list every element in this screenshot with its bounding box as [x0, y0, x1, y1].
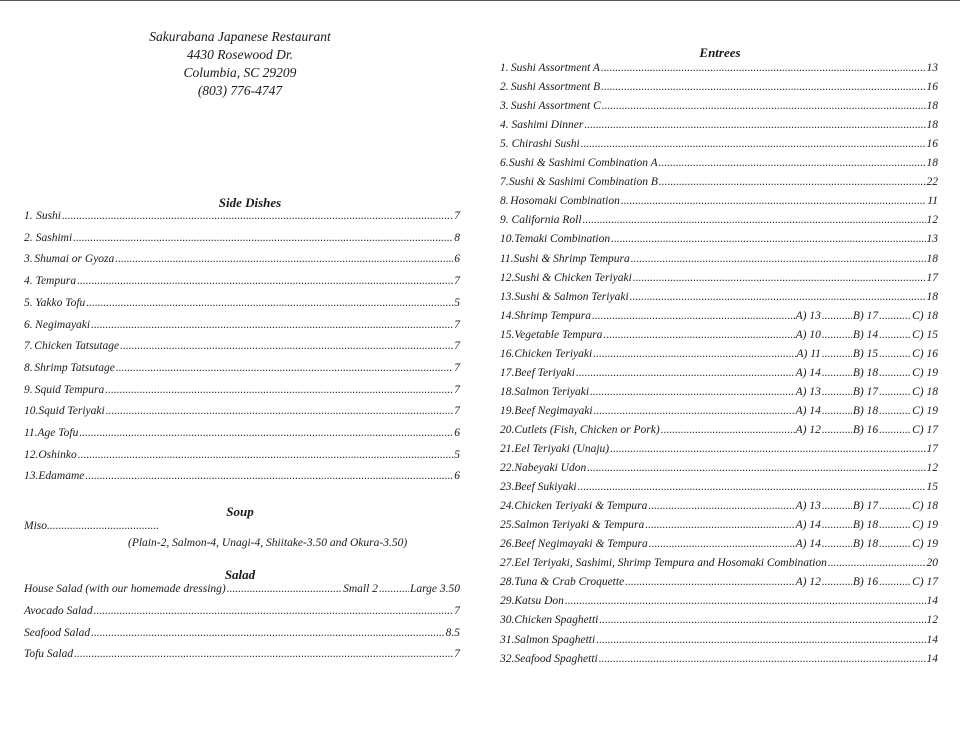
item-name: Nabeyaki Udon: [514, 462, 587, 475]
side-dish-row: [24, 340, 460, 352]
item-number: 7.: [500, 176, 509, 189]
dot-leader: [822, 405, 852, 417]
entree-row: [500, 100, 938, 112]
item-number: 9.: [24, 383, 33, 396]
entree-row: [500, 272, 938, 284]
side-dish-row: [24, 405, 460, 417]
option-b: B) 18: [852, 366, 879, 379]
item-name: Chicken Teriyaki: [514, 347, 593, 360]
item-name: Sushi & Salmon Teriyaki: [514, 290, 629, 303]
item-name: Tempura: [35, 275, 77, 288]
dot-leader: [630, 291, 926, 303]
item-number: 32.: [500, 652, 515, 665]
item-name: Shrimp Tatsutage: [34, 361, 115, 374]
dot-leader: [625, 576, 794, 588]
entree-row: [500, 157, 938, 169]
item-number: 20.: [500, 423, 515, 436]
item-name: Vegetable Tempura: [514, 328, 603, 341]
option-a: A) 12: [795, 576, 821, 589]
dot-leader: [565, 595, 926, 607]
dot-leader: [78, 449, 454, 461]
item-name: Edamame: [38, 470, 85, 483]
item-name: Salmon Teriyaki: [514, 385, 590, 398]
option-b: B) 18: [852, 519, 879, 532]
item-price: 16: [926, 81, 938, 94]
item-price: 7: [454, 383, 460, 396]
dot-leader: [227, 583, 342, 595]
dot-leader: [822, 386, 852, 398]
item-price: 7: [454, 318, 460, 331]
item-price: 18: [926, 252, 938, 265]
item-number: 8.: [24, 361, 33, 374]
item-number: 11.: [24, 427, 38, 439]
item-number: 18.: [500, 385, 515, 398]
dot-leader: [822, 538, 852, 550]
restaurant-address: 4430 Rosewood Dr.: [186, 47, 294, 62]
item-number: 25.: [500, 519, 515, 532]
dot-leader: [599, 653, 926, 665]
item-name: Beef Negimayaki: [514, 404, 593, 417]
item-number: 31.: [500, 633, 515, 646]
dot-leader: [576, 367, 795, 379]
item-price: 12: [926, 614, 938, 627]
side-dishes-title: Side Dishes: [218, 195, 282, 210]
item-name: Eel Teriyaki, Sashimi, Shrimp Tempura and Hosomaki Combination: [514, 557, 827, 570]
item-number: 9.: [500, 214, 509, 227]
item-number: 12.: [500, 271, 515, 284]
side-dish-row: [24, 297, 460, 309]
item-name: Katsu Don: [514, 595, 564, 608]
item-number: 6.: [24, 318, 33, 331]
dot-leader: [115, 253, 453, 265]
item-name: Beef Teriyaki: [514, 366, 575, 379]
entree-row: [500, 329, 938, 341]
house-salad-name: House Salad (with our homemade dressing): [24, 583, 226, 595]
dot-leader: [603, 329, 794, 341]
dot-leader: [879, 424, 911, 436]
item-number: 6.: [500, 157, 509, 170]
option-a: A) 13: [795, 500, 821, 513]
item-name: Cutlets (Fish, Chicken or Pork): [514, 423, 660, 436]
item-number: 21.: [500, 443, 515, 455]
dot-leader: [879, 576, 911, 588]
item-number: 1.: [500, 62, 509, 74]
item-name: Sashimi Dinner: [511, 119, 584, 132]
item-name: Sashimi: [35, 231, 73, 244]
item-price: 5: [454, 296, 460, 309]
item-number: 10.: [24, 405, 39, 418]
dot-leader: [621, 195, 926, 207]
option-c: C) 19: [912, 519, 938, 532]
dot-leader: [91, 319, 453, 331]
entree-row: [500, 253, 938, 265]
item-number: 13.: [24, 470, 39, 483]
item-price: 17: [926, 443, 938, 455]
salad-name: Tofu Salad: [24, 648, 74, 660]
entree-row: [500, 614, 938, 626]
entree-row: [500, 538, 938, 550]
item-price: 18: [926, 290, 938, 303]
entree-row: [500, 634, 938, 646]
dot-leader: [822, 500, 852, 512]
item-name: Beef Negimayaki & Tempura: [514, 538, 648, 551]
item-name: Yakko Tofu: [35, 296, 86, 309]
item-number: 2.: [24, 231, 33, 244]
item-number: 12.: [24, 448, 39, 461]
entree-row: [500, 405, 938, 417]
dot-leader: [85, 470, 453, 482]
house-salad-large: Large 3.50: [409, 583, 460, 595]
item-price: 16: [926, 138, 938, 151]
dot-leader: [592, 310, 795, 322]
item-number: 17.: [500, 366, 515, 379]
item-number: 11.: [500, 252, 514, 265]
item-price: 7: [454, 210, 460, 222]
option-b: B) 15: [852, 347, 879, 360]
option-b: B) 17: [852, 500, 879, 513]
dot-leader: [633, 272, 926, 284]
side-dish-row: [24, 253, 460, 265]
item-price: 6: [454, 470, 460, 483]
item-number: 23.: [500, 481, 515, 494]
option-c: C) 18: [912, 309, 938, 322]
item-number: 5.: [24, 296, 33, 309]
restaurant-header: [120, 28, 360, 100]
dot-leader: [879, 348, 911, 360]
item-price: 14: [926, 595, 938, 608]
item-name: Squid Tempura: [34, 383, 105, 396]
entree-row: [500, 557, 938, 569]
entree-row: [500, 348, 938, 360]
dot-leader: [584, 119, 925, 131]
item-number: 4.: [24, 275, 33, 288]
miso-line: Miso.......................................: [24, 520, 160, 532]
option-a: A) 11: [796, 347, 821, 360]
dot-leader: [822, 519, 852, 531]
side-dish-row: [24, 449, 460, 461]
item-price: 6: [454, 253, 460, 266]
item-number: 19.: [500, 404, 515, 417]
dot-leader: [602, 100, 926, 112]
item-price: 7: [454, 340, 460, 353]
dot-leader: [601, 62, 926, 74]
dot-leader: [631, 253, 926, 265]
item-price: 8: [454, 231, 460, 244]
dot-leader: [879, 405, 911, 417]
entree-row: [500, 653, 938, 665]
entrees-title: Entrees: [699, 45, 741, 60]
salad-price: 7: [454, 605, 460, 617]
page-top-border: [0, 0, 960, 1]
item-price: 22: [926, 176, 938, 189]
item-number: 16.: [500, 347, 515, 360]
dot-leader: [648, 500, 794, 512]
dot-leader: [599, 614, 925, 626]
item-name: Chicken Teriyaki & Tempura: [514, 500, 648, 513]
item-number: 30.: [500, 614, 515, 627]
dot-leader: [879, 367, 911, 379]
entree-row: [500, 195, 938, 207]
item-number: 22.: [500, 462, 515, 475]
option-a: A) 14: [795, 519, 821, 532]
dot-leader: [822, 348, 852, 360]
item-name: Squid Teriyaki: [38, 405, 105, 418]
item-name: Salmon Spaghetti: [514, 633, 596, 646]
option-b: B) 17: [852, 309, 879, 322]
item-number: 15.: [500, 328, 515, 341]
miso-options: (Plain-2, Salmon-4, Unagi-4, Shiitake-3.50 and Okura-3.50): [128, 537, 408, 549]
item-price: 12: [926, 462, 938, 475]
item-name: Shrimp Tempura: [514, 309, 591, 322]
item-number: 5.: [500, 138, 509, 151]
option-c: C) 19: [912, 538, 938, 551]
item-number: 27.: [500, 557, 515, 570]
item-price: 12: [926, 214, 938, 227]
entree-row: [500, 481, 938, 493]
item-number: 8.: [500, 195, 509, 208]
item-price: 17: [926, 271, 938, 284]
dot-leader: [86, 297, 453, 309]
dot-leader: [105, 384, 453, 396]
dot-leader: [611, 233, 925, 245]
item-name: Sushi Assortment C: [510, 100, 601, 113]
item-number: 7.: [24, 340, 33, 353]
item-name: Beef Sukiyaki: [514, 481, 577, 494]
option-c: C) 17: [912, 576, 938, 589]
option-c: C) 16: [912, 347, 938, 360]
entree-row: [500, 176, 938, 188]
item-name: Sushi & Chicken Teriyaki: [514, 271, 632, 284]
entree-row: [500, 386, 938, 398]
dot-leader: [74, 648, 453, 660]
entree-row: [500, 291, 938, 303]
entree-row: [500, 576, 938, 588]
side-dish-row: [24, 384, 460, 396]
item-price: 6: [454, 427, 460, 439]
entree-row: [500, 519, 938, 531]
item-name: Chirashi Sushi: [511, 138, 580, 151]
item-name: Tuna & Crab Croquette: [514, 576, 625, 589]
dot-leader: [659, 176, 926, 188]
item-price: 18: [926, 100, 938, 113]
item-number: 29.: [500, 595, 515, 608]
dot-leader: [91, 627, 445, 639]
item-name: Negimayaki: [35, 318, 91, 331]
option-b: B) 18: [852, 538, 879, 551]
item-price: 14: [926, 633, 938, 646]
item-number: 10.: [500, 233, 515, 246]
entree-row: [500, 62, 938, 74]
dot-leader: [106, 405, 454, 417]
item-name: Sushi: [36, 210, 61, 222]
dot-leader: [62, 210, 453, 222]
dot-leader: [77, 275, 453, 287]
dot-leader: [596, 634, 925, 646]
dot-leader: [578, 481, 926, 493]
item-name: Chicken Tatsutage: [34, 340, 120, 353]
dot-leader: [828, 557, 926, 569]
item-name: Oshinko: [38, 448, 77, 461]
item-name: Sushi Assortment A: [510, 62, 600, 74]
dot-leader: [822, 576, 852, 588]
salad-row: [24, 648, 460, 660]
salad-price: 8.5: [445, 626, 460, 639]
item-number: 4.: [500, 119, 509, 132]
entree-row: [500, 310, 938, 322]
dot-leader: [879, 386, 911, 398]
item-price: 7: [454, 275, 460, 288]
item-name: Age Tofu: [37, 427, 79, 439]
dot-leader: [645, 519, 794, 531]
option-b: B) 16: [852, 576, 879, 589]
item-name: Sushi & Sashimi Combination B: [508, 176, 658, 189]
option-c: C) 19: [912, 404, 938, 417]
dot-leader: [879, 329, 911, 341]
side-dish-row: [24, 470, 460, 482]
option-a: A) 14: [795, 404, 821, 417]
salad-name: Avocado Salad: [24, 605, 93, 617]
entree-row: [500, 443, 938, 455]
option-c: C) 15: [912, 328, 938, 341]
dot-leader: [879, 538, 911, 550]
option-c: C) 18: [912, 500, 938, 513]
restaurant-phone: (803) 776-4747: [197, 83, 283, 98]
dot-leader: [379, 583, 409, 595]
dot-leader: [822, 329, 852, 341]
option-b: B) 16: [852, 423, 879, 436]
item-number: 14.: [500, 309, 515, 322]
house-salad-row: [24, 583, 460, 595]
side-dish-row: [24, 232, 460, 244]
entree-row: [500, 81, 938, 93]
item-number: 3.: [500, 100, 509, 113]
option-a: A) 12: [795, 423, 821, 436]
dot-leader: [587, 462, 925, 474]
item-name: Hosomaki Combination: [510, 195, 620, 208]
item-name: Chicken Spaghetti: [514, 614, 599, 627]
option-a: A) 14: [795, 538, 821, 551]
item-name: Eel Teriyaki (Unaju): [514, 443, 610, 455]
dot-leader: [822, 367, 852, 379]
item-price: 7: [454, 405, 460, 418]
option-a: A) 13: [795, 309, 821, 322]
salad-row: [24, 605, 460, 617]
option-a: A) 14: [795, 366, 821, 379]
entree-row: [500, 595, 938, 607]
soup-title: Soup: [226, 504, 254, 519]
item-price: 11: [927, 195, 938, 208]
dot-leader: [581, 138, 926, 150]
item-number: 2.: [500, 81, 509, 94]
dot-leader: [610, 443, 925, 455]
salad-name: Seafood Salad: [24, 626, 91, 639]
entree-row: [500, 214, 938, 226]
item-name: Shumai or Gyoza: [34, 253, 115, 266]
dot-leader: [120, 340, 453, 352]
item-number: 26.: [500, 538, 515, 551]
option-c: C) 18: [912, 385, 938, 398]
dot-leader: [822, 424, 852, 436]
item-name: California Roll: [511, 214, 582, 227]
dot-leader: [590, 386, 795, 398]
dot-leader: [583, 214, 926, 226]
item-name: Temaki Combination: [514, 233, 611, 246]
dot-leader: [659, 157, 926, 169]
entree-row: [500, 424, 938, 436]
dot-leader: [601, 81, 925, 93]
item-number: 28.: [500, 576, 515, 589]
item-name: Seafood Spaghetti: [514, 652, 598, 665]
item-price: 18: [926, 119, 938, 132]
dot-leader: [593, 348, 795, 360]
item-number: 13.: [500, 290, 515, 303]
item-price: 13: [926, 233, 938, 246]
restaurant-name: Sakurabana Japanese Restaurant: [149, 29, 331, 44]
option-b: B) 17: [852, 385, 879, 398]
restaurant-city: Columbia, SC 29209: [183, 65, 297, 80]
item-price: 5: [454, 448, 460, 461]
side-dish-row: [24, 362, 460, 374]
option-b: B) 14: [852, 328, 879, 341]
item-price: 18: [926, 157, 938, 170]
dot-leader: [94, 605, 454, 617]
item-name: Salmon Teriyaki & Tempura: [514, 519, 645, 532]
item-price: 15: [926, 481, 938, 494]
salad-title: Salad: [224, 567, 256, 582]
item-number: 3.: [24, 253, 33, 266]
dot-leader: [879, 519, 911, 531]
entree-row: [500, 233, 938, 245]
salad-row: [24, 627, 460, 639]
entree-row: [500, 500, 938, 512]
option-a: A) 13: [795, 385, 821, 398]
house-salad-small: Small 2: [343, 583, 378, 595]
item-price: 7: [454, 361, 460, 374]
entree-row: [500, 367, 938, 379]
entree-row: [500, 119, 938, 131]
option-a: A) 10: [795, 328, 821, 341]
item-name: Sushi Assortment B: [510, 81, 601, 94]
option-b: B) 18: [852, 404, 879, 417]
salad-price: 7: [454, 648, 460, 660]
dot-leader: [822, 310, 852, 322]
entree-row: [500, 138, 938, 150]
option-c: C) 19: [912, 366, 938, 379]
side-dish-row: [24, 427, 460, 439]
entree-row: [500, 462, 938, 474]
side-dish-row: [24, 210, 460, 222]
dot-leader: [879, 310, 911, 322]
dot-leader: [116, 362, 453, 374]
option-c: C) 17: [912, 423, 938, 436]
dot-leader: [879, 500, 911, 512]
dot-leader: [649, 538, 795, 550]
item-price: 20: [926, 557, 938, 570]
item-name: Sushi & Shrimp Tempura: [513, 252, 630, 265]
item-price: 13: [926, 62, 938, 74]
dot-leader: [661, 424, 795, 436]
dot-leader: [594, 405, 795, 417]
item-price: 14: [926, 652, 938, 665]
dot-leader: [79, 427, 453, 439]
side-dish-row: [24, 275, 460, 287]
side-dish-row: [24, 319, 460, 331]
item-number: 24.: [500, 500, 515, 513]
item-name: Sushi & Sashimi Combination A: [508, 157, 658, 170]
item-number: 1.: [24, 210, 33, 222]
dot-leader: [73, 232, 453, 244]
